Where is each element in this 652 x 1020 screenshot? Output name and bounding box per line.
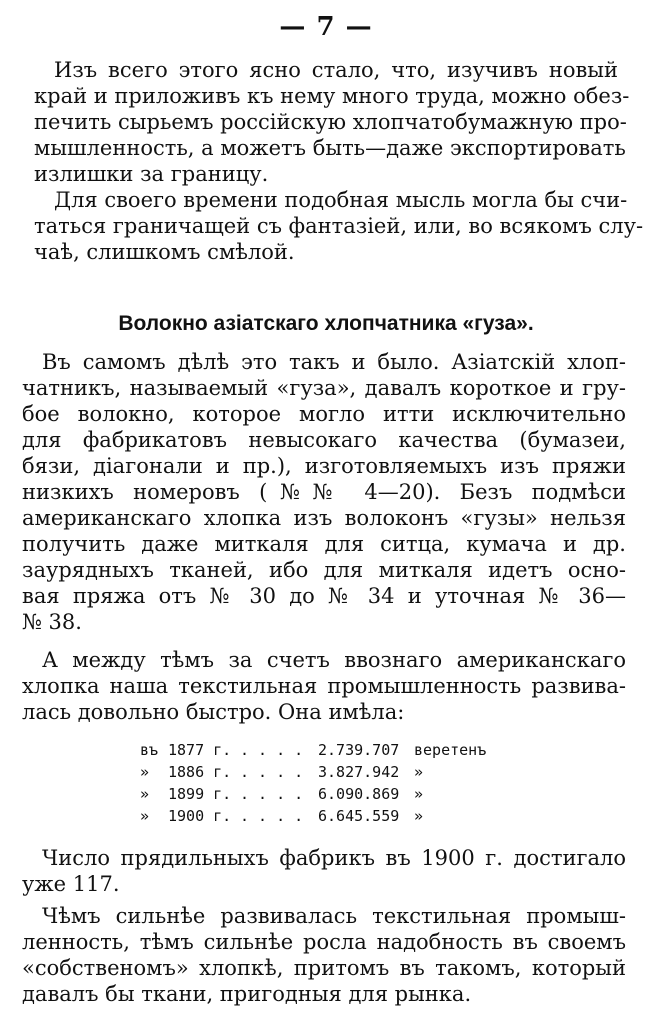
- text-line: бязи, діагонали и пр.), изготовляемыхъ изъ пряжи: [22, 454, 626, 478]
- text-line: американскаго хлопка изъ волоконъ «гузы» нельзя: [22, 506, 626, 530]
- text-line: печить сырьемъ россійскую хлопчатобумажную про-: [34, 110, 627, 134]
- stats-unit: »: [414, 807, 424, 825]
- stats-leader: . . . .: [240, 763, 304, 781]
- stats-prefix: въ: [140, 741, 159, 759]
- text-line: мышленность, а можетъ быть—даже экспортировать: [34, 136, 626, 160]
- text-line: № 38.: [22, 610, 82, 634]
- text-line: Въ самомъ дѣлѣ это такъ и было. Азіатскій хлоп-: [42, 350, 626, 374]
- stats-prefix: »: [140, 807, 150, 825]
- text-line: давалъ бы ткани, пригодныя для рынка.: [22, 982, 472, 1006]
- stats-row: [140, 761, 506, 783]
- stats-year: 1877 г.: [168, 741, 232, 759]
- stats-row: [140, 739, 506, 761]
- text-line: для фабрикатовъ невысокаго качества (бумазеи,: [22, 428, 626, 452]
- stats-year: 1899 г.: [168, 785, 232, 803]
- stats-value: 6.090.869: [318, 785, 400, 803]
- stats-leader: . . . .: [240, 741, 304, 759]
- stats-value: 6.645.559: [318, 807, 400, 825]
- stats-row: [140, 805, 506, 827]
- stats-leader: . . . .: [240, 785, 304, 803]
- text-line: Чѣмъ сильнѣе развивалась текстильная промыш-: [42, 904, 626, 928]
- paragraph-2: [34, 187, 644, 265]
- text-line: заурядныхъ тканей, ибо для миткаля идетъ осно-: [22, 558, 626, 582]
- stats-prefix: »: [140, 763, 150, 781]
- text-line: А между тѣмъ за счетъ ввознаго американскаго: [42, 648, 626, 672]
- text-line: бое волокно, которое могло итти исключительно: [22, 402, 626, 426]
- paragraph-6: [22, 903, 626, 1007]
- text-line: вая пряжа отъ № 30 до № 34 и уточная № 36—: [22, 584, 626, 608]
- text-line: получить даже миткаля для ситца, кумача и др.: [22, 532, 626, 556]
- text-line: таться граничащей съ фантазіей, или, во всякомъ слу-: [34, 214, 644, 238]
- stats-row: [140, 783, 506, 805]
- text-line: чаѣ, слишкомъ смѣлой.: [34, 240, 295, 264]
- stats-year: 1900 г.: [168, 807, 232, 825]
- stats-unit: веретенъ: [414, 741, 487, 759]
- section-heading: Волокно азіатскаго хлопчатника «гуза».: [118, 312, 534, 335]
- stats-unit: »: [414, 763, 424, 781]
- stats-prefix: »: [140, 785, 150, 803]
- stats-leader: . . . .: [240, 807, 304, 825]
- paragraph-1: [34, 57, 630, 187]
- paragraph-4: [22, 647, 626, 725]
- paragraph-3: [22, 349, 626, 635]
- stats-year: 1886 г.: [168, 763, 232, 781]
- stats-value: 3.827.942: [318, 763, 400, 781]
- text-line: излишки за границу.: [34, 162, 269, 186]
- paragraph-5: [22, 845, 626, 897]
- text-line: край и приложивъ къ нему много труда, можно обез-: [34, 84, 630, 108]
- text-line: низкихъ номеровъ (№№ 4—20). Безъ подмѣси: [22, 480, 626, 504]
- text-line: хлопка наша текстильная промышленность развива-: [22, 674, 626, 698]
- text-line: Для своего времени подобная мысль могла бы счи-: [54, 188, 628, 212]
- text-line: Число прядильныхъ фабрикъ въ 1900 г. достигало: [42, 846, 626, 870]
- text-line: Изъ всего этого ясно стало, что, изучивъ новый: [54, 58, 618, 82]
- spindle-statistics-table: [140, 739, 506, 827]
- stats-unit: »: [414, 785, 424, 803]
- text-line: лась довольно быстро. Она имѣла:: [22, 700, 405, 724]
- text-line: уже 117.: [22, 872, 120, 896]
- text-line: «собственомъ» хлопкѣ, притомъ въ такомъ, который: [22, 956, 626, 980]
- text-line: чатникъ, называемый «гуза», давалъ короткое и гру-: [22, 376, 626, 400]
- stats-value: 2.739.707: [318, 741, 400, 759]
- page-number: — 7 —: [279, 12, 373, 42]
- text-line: ленность, тѣмъ сильнѣе росла надобность въ своемъ: [22, 930, 626, 954]
